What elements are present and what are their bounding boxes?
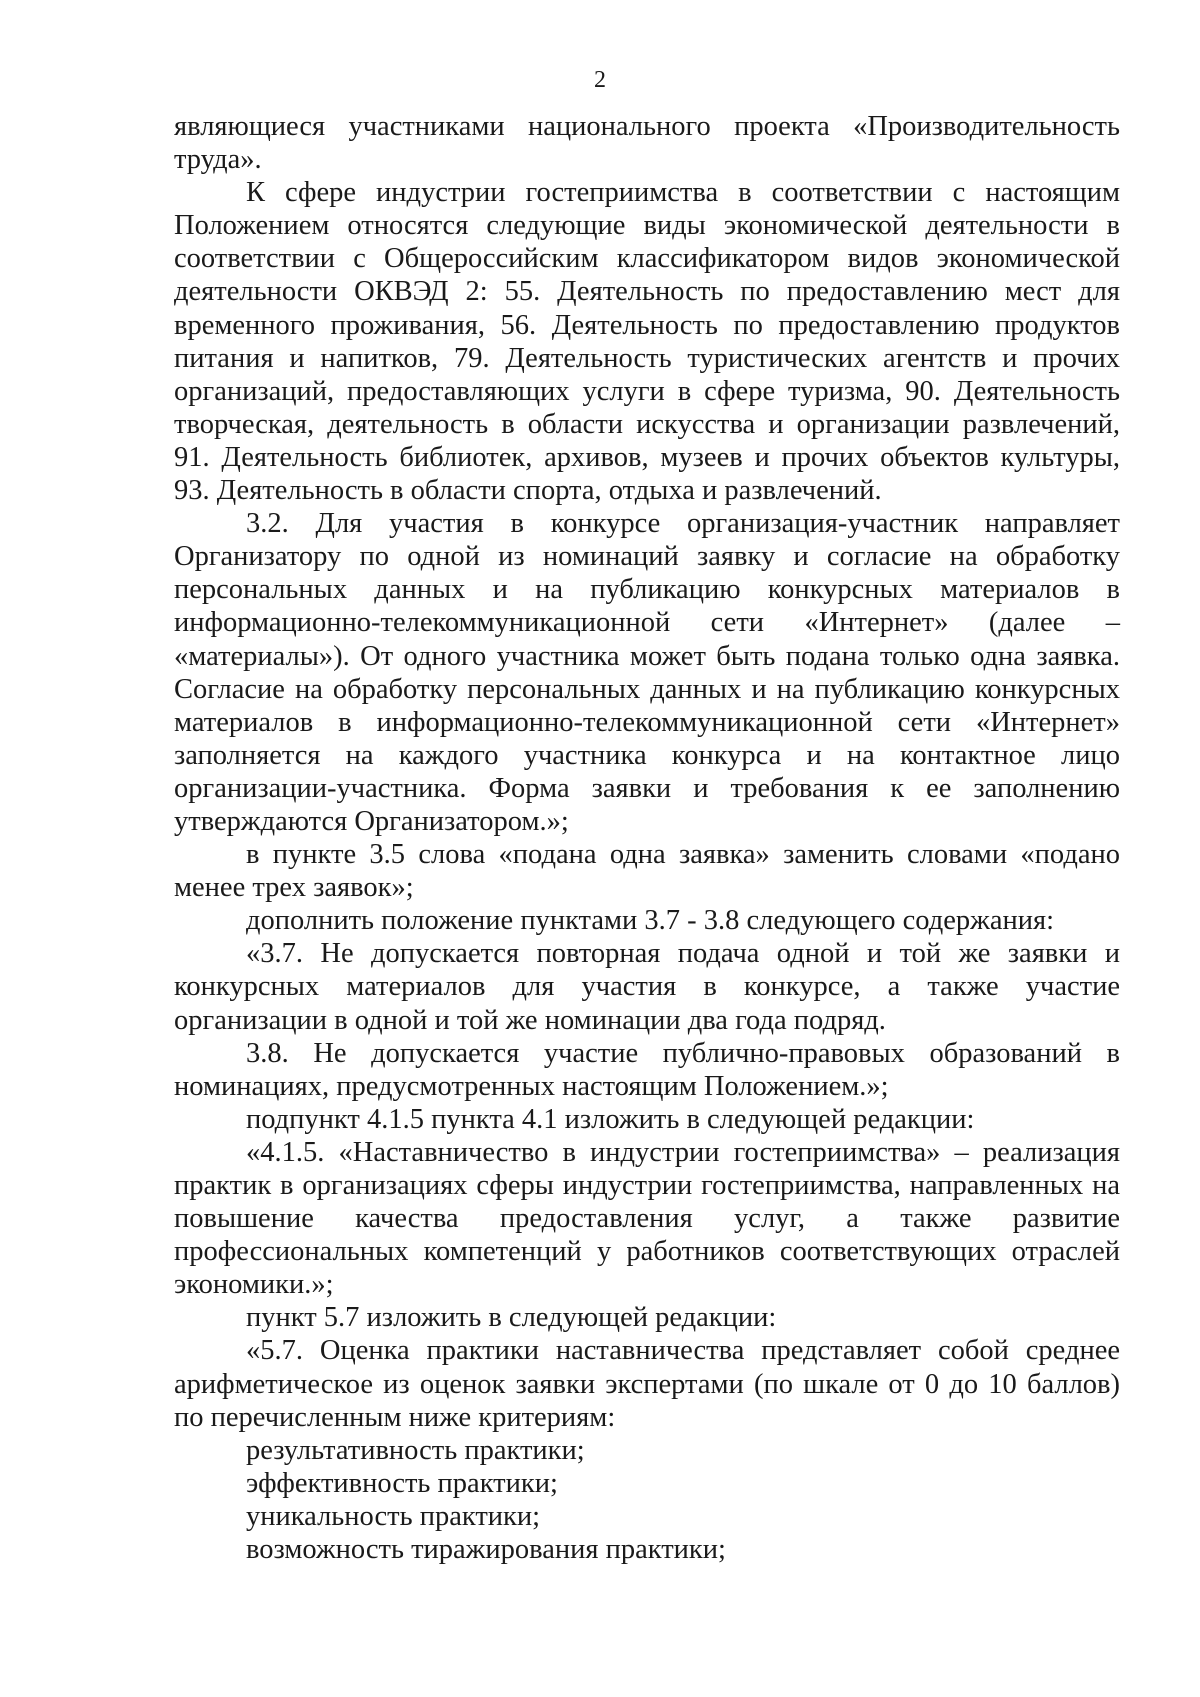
paragraph: пункт 5.7 изложить в следующей редакции:: [246, 1302, 777, 1334]
paragraph: подпункт 4.1.5 пункта 4.1 изложить в следующей редакции:: [246, 1103, 975, 1135]
paragraph: «4.1.5. «Наставничество в индустрии гостеприимства» – реализация практик в организациях сферы индустрии гостеприимства, направленных на повышение качества предоставления услуг, а также развитие профессиональных компетенций у работников соответствующих отраслей экономики.»;: [174, 1136, 1120, 1301]
criteria-item: уникальность практики;: [246, 1500, 541, 1532]
page-number: 2: [594, 67, 606, 93]
paragraph: 3.8. Не допускается участие публично-правовых образований в номинациях, предусмотренных настоящим Положением.»;: [174, 1037, 1120, 1102]
criteria-item: возможность тиражирования практики;: [246, 1534, 726, 1566]
paragraph: 3.2. Для участия в конкурсе организация-участник направляет Организатору по одной из номинаций заявку и согласие на обработку персональных данных и на публикацию конкурсных материалов в информационно-телекоммуникационной сети «Интернет» (далее – «материалы»). От одного участника может быть подана только одна заявка. Согласие на обработку персональных данных и на публикацию конкурсных материалов в информационно-телекоммуникационной сети «Интернет» заполняется на каждого участника конкурса и на контактное лицо организации-участника. Форма заявки и требования к ее заполнению утверждаются Организатором.»;: [174, 508, 1120, 837]
paragraph: «5.7. Оценка практики наставничества представляет собой среднее арифметическое из оценок заявки экспертами (по шкале от 0 до 10 баллов) по перечисленным ниже критериям:: [174, 1335, 1120, 1433]
paragraph: являющиеся участниками национального проекта «Производительность труда».: [174, 111, 1120, 176]
paragraph: К сфере индустрии гостеприимства в соответствии с настоящим Положением относятся следующие виды экономической деятельности в соответствии с Общероссийским классификатором видов экономической деятельности ОКВЭД 2: 55. Деятельность по предоставлению мест для временного проживания, 56. Деятельность по предоставлению продуктов питания и напитков, 79. Деятельность туристических агентств и прочих организаций, предоставляющих услуги в сфере туризма, 90. Деятельность творческая, деятельность в области искусства и организации развлечений, 91. Деятельность библиотек, архивов, музеев и прочих объектов культуры, 93. Деятельность в области спорта, отдыха и развлечений.: [174, 177, 1120, 507]
document-body: [174, 110, 1120, 1566]
paragraph: «3.7. Не допускается повторная подача одной и той же заявки и конкурсных материалов для участия в конкурсе, а также участие организации в одной и той же номинации два года подряд.: [174, 938, 1120, 1036]
criteria-item: результативность практики;: [246, 1434, 585, 1466]
criteria-item: эффективность практики;: [246, 1467, 558, 1499]
paragraph: дополнить положение пунктами 3.7 - 3.8 следующего содержания:: [246, 905, 1055, 937]
paragraph: в пункте 3.5 слова «подана одна заявка» заменить словами «подано менее трех заявок»;: [174, 839, 1120, 904]
